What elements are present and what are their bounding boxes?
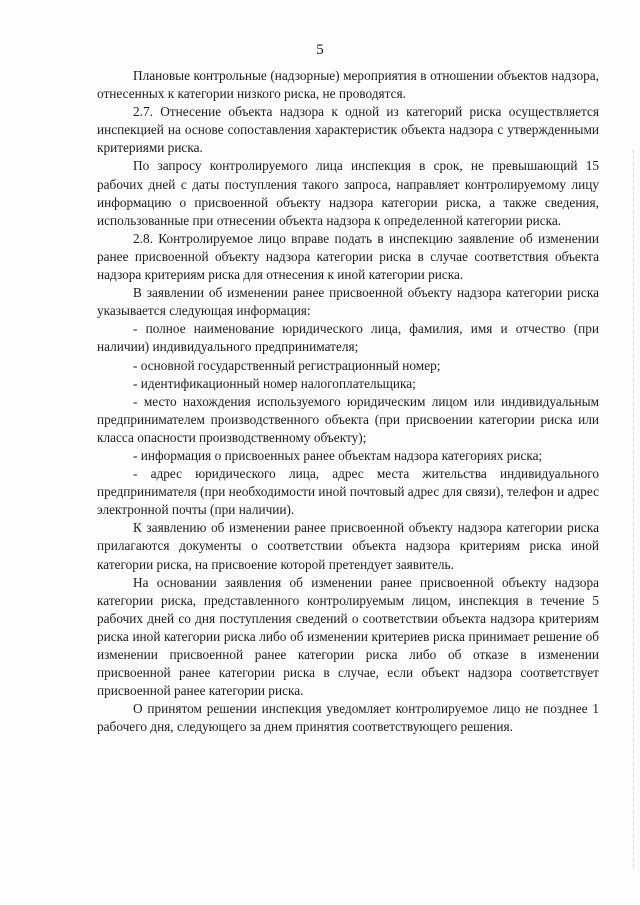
list-item-location: - место нахождения используемого юридическим лицом или индивидуальным предпринимателем производственного объекта (при присвоении категории риска или класса опасности производственному объекту); bbox=[97, 393, 599, 445]
paragraph-decision: На основании заявления об изменении ранее присвоенной объекту надзора категории риска, представленного контролируемым лицом, инспекция в течение 5 рабочих дней со дня поступления сведений о соответствии объекта надзора критериям риска иной категории риска либо об изменении критериев риска принимает решение об изменении присвоенной ранее категории риска либо об отказе в изменении присвоенной ранее категории риска в случае, если объект надзора соответствует присвоенной ранее категории риска. bbox=[97, 574, 599, 699]
paragraph-notification: О принятом решении инспекция уведомляет контролируемое лицо не позднее 1 рабочего дня, следующего за днем принятия соответствующего решения. bbox=[97, 701, 599, 735]
paragraph-application-info: В заявлении об изменении ранее присвоенной объекту надзора категории риска указывается следующая информация: bbox=[97, 285, 599, 319]
paragraph-request: По запросу контролируемого лица инспекция в срок, не превышающий 15 рабочих дней с даты поступления такого запроса, направляет контролируемому лицу информацию о присвоенной объекту надзора категории риска, а также сведения, использованные при отнесении объекта надзора к определенной категории риска. bbox=[97, 158, 599, 228]
list-item-address: - адрес юридического лица, адрес места жительства индивидуального предпринимателя (при необходимости иной почтовый адрес для связи), телефон и адрес электронной почты (при наличии). bbox=[97, 466, 599, 518]
list-item-full-name: - полное наименование юридического лица, фамилия, имя и отчество (при наличии) индивидуального предпринимателя; bbox=[97, 321, 599, 355]
paragraph-2-8: 2.8. Контролируемое лицо вправе подать в инспекцию заявление об изменении ранее присвоенной объекту надзора категории риска в случае соответствия объекта надзора критериям риска для отнесения к иной категории риска. bbox=[97, 230, 599, 283]
page-number: 5 bbox=[316, 42, 324, 58]
paragraph-attachments: К заявлению об изменении ранее присвоенной объекту надзора категории риска прилагаются документы о соответствии объекта надзора критериям риска иной категории риска, на присвоение которой претендует заявитель. bbox=[97, 520, 599, 572]
list-item-inn: - идентификационный номер налогоплательщика; bbox=[133, 375, 416, 391]
list-item-risk-info: - информация о присвоенных ранее объектам надзора категориях риска; bbox=[133, 447, 543, 463]
document-body bbox=[97, 67, 599, 736]
paragraph-planned-inspections: Плановые контрольные (надзорные) мероприятия в отношении объектов надзора, отнесенных к категории низкого риска, не проводятся. bbox=[97, 68, 599, 102]
scan-edge-line bbox=[633, 150, 634, 870]
list-item-ogrn: - основной государственный регистрационный номер; bbox=[133, 357, 441, 373]
paragraph-2-7: 2.7. Отнесение объекта надзора к одной из категорий риска осуществляется инспекцией на основе сопоставления характеристик объекта надзора с утвержденными критериями риска. bbox=[97, 104, 599, 156]
